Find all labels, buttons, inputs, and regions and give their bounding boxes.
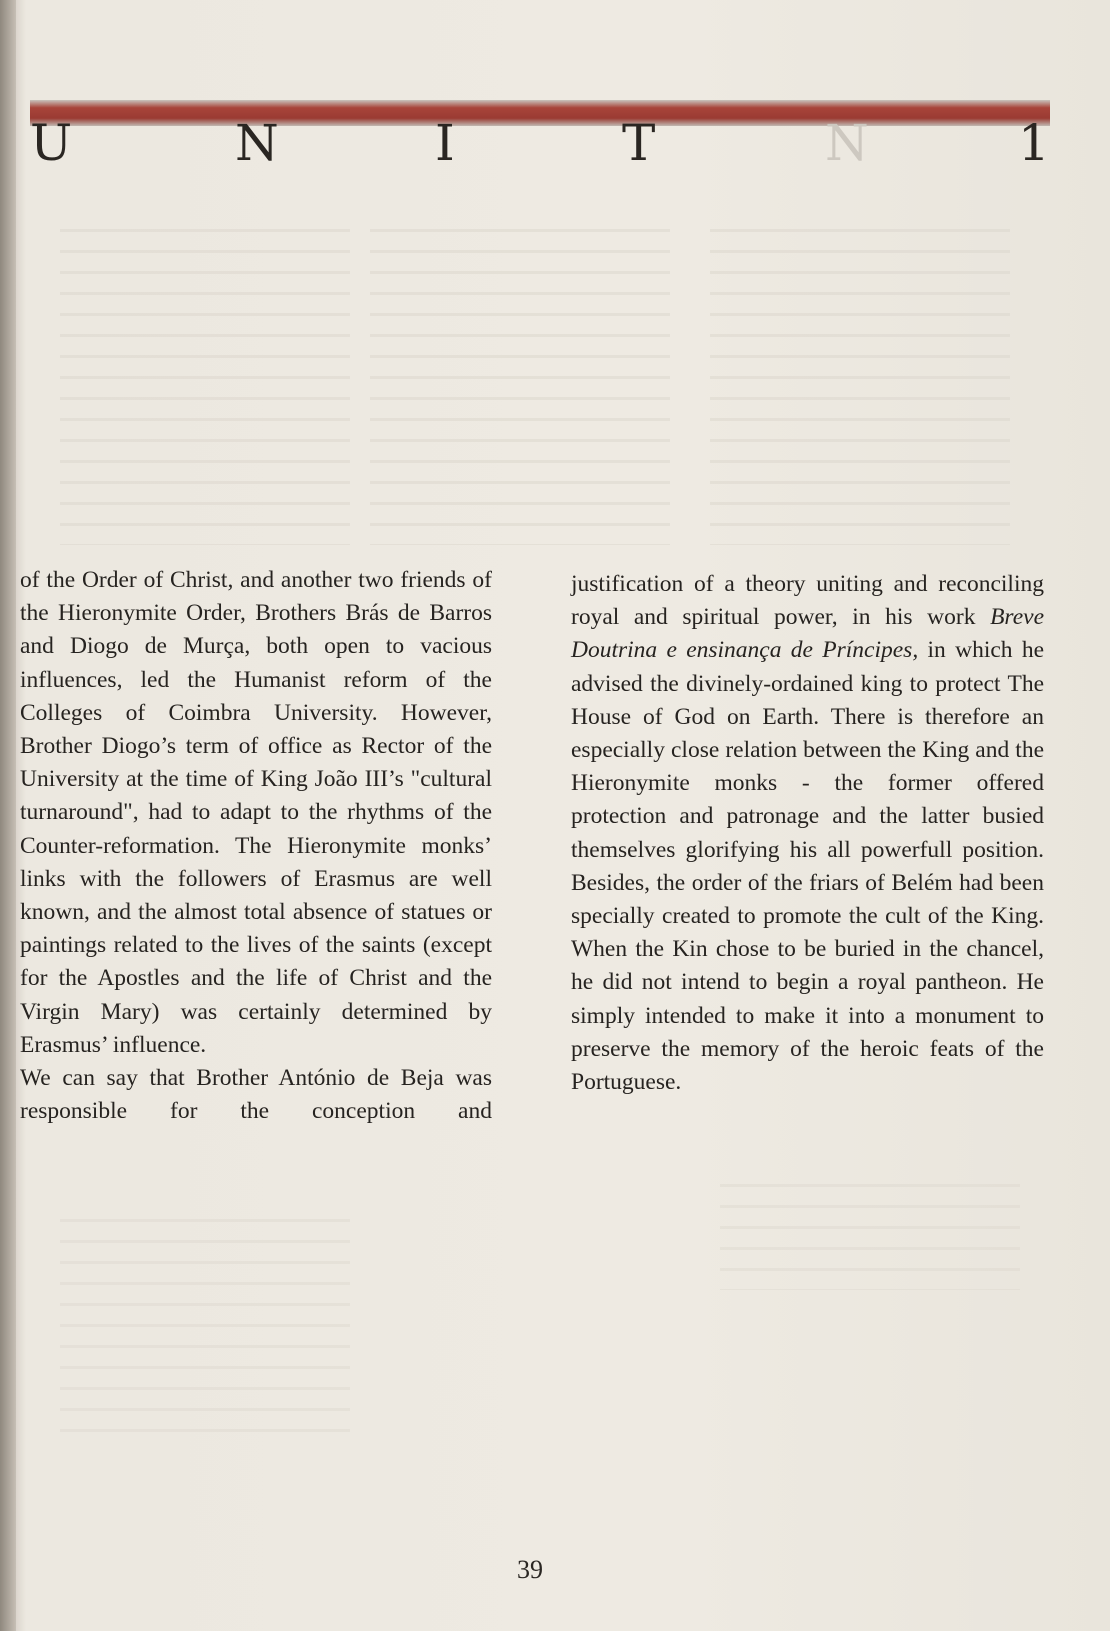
show-through-block-1 [60,215,350,545]
right-paragraph-1 [571,568,1044,1099]
unit-header [30,113,1050,173]
header-letter: T [622,114,656,172]
show-through-block-5 [720,1170,1020,1290]
show-through-block-2 [370,215,670,545]
right-column [571,568,1044,1099]
left-column [20,564,492,1128]
header-letter: 1 [1018,114,1050,172]
header-letter: I [435,114,455,172]
right-paragraph-text-b: in which he advised the divinely-ordained king to protect The House of God on Earth. There is therefore an especially close relation between the King and the Hieronymite monks - the former offered protection and patronage and the latter busied themselves glorifying his all powerfull position. Besides, the order of the friars of Belém had been specially created to promote the cult of the King. When the Kin chose to be buried in the chancel, he did not intend to begin a royal pantheon. He simply intended to make it into a monument to preserve the memory of the heroic feats of the Portuguese. [571,637,1045,1096]
show-through-block-4 [60,1205,350,1445]
header-letter: N [825,114,869,172]
book-title: Breve Doutrina e ensinança de Príncipes, [571,604,1044,664]
left-paragraph-2: We can say that Brother António de Beja was responsible for the conception and [20,1065,492,1125]
show-through-block-3 [710,215,1010,545]
left-paragraph-1: of the Order of Christ, and another two friends of the Hieronymite Order, Brothers Brás de Barros and Diogo de Murça, both open to vacious influences, led the Humanist reform of the Colleges of Coimbra University. However, Brother Diogo’s term of office as Rector of the University at the time of King João III’s "cultural turnaround", had to adapt to the rhythms of the Counter-reformation. The Hieronymite monks’ links with the followers of Erasmus are well known, and the almost total absence of statues or paintings related to the lives of the saints (except for the Apostles and the life of Christ and the Virgin Mary) was certainly determined by Erasmus’ influence. [20,567,492,1058]
page-number: 39 [517,1555,543,1584]
header-letter: N [235,114,279,172]
right-paragraph-text-a: justification of a theory uniting and reconciling royal and spiritual power, in his work [571,571,1044,631]
binding-edge [0,0,16,1631]
header-letter: U [30,114,73,172]
